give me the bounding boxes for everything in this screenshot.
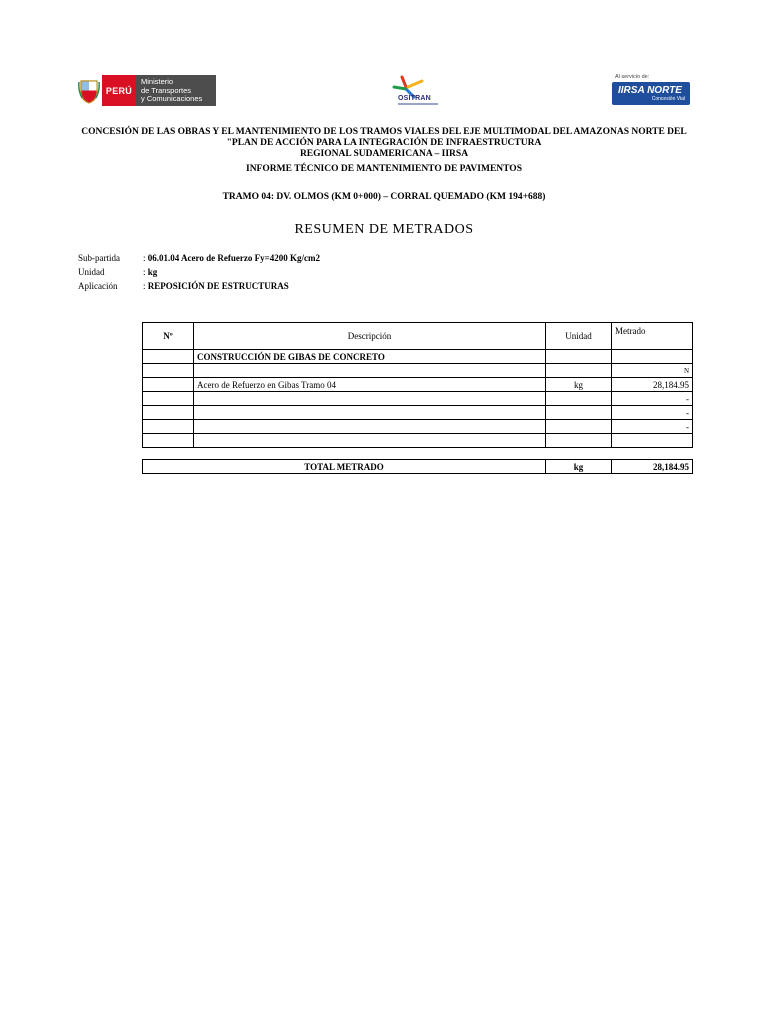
ositran-tagline-line: [398, 103, 438, 105]
irsa-name: IIRSA NORTE: [618, 85, 682, 96]
total-unit: kg: [546, 460, 612, 474]
iirsa-norte-logo: [612, 74, 690, 105]
peru-ministerio-logo: [76, 75, 216, 106]
header-n: Nº: [143, 323, 194, 350]
empty-value: -: [612, 420, 693, 434]
subpartida-label: Sub-partida: [78, 253, 120, 263]
ositran-logo: [386, 75, 448, 109]
irsa-badge: [612, 82, 690, 105]
subpartida-value: 06.01.04 Acero de Refuerzo Fy=4200 Kg/cm2: [147, 253, 320, 263]
metrados-table: [142, 322, 693, 448]
resumen-title: RESUMEN DE METRADOS: [294, 222, 474, 237]
concession-title: CONCESIÓN DE LAS OBRAS Y EL MANTENIMIENTO DE LOS TRAMOS VIALES DEL EJE MULTIMODAL DEL AMAZONAS NORTE DEL "PLAN DE ACCIÓN PARA LA INTEGRACIÓN DE INFRAESTRUCTURA REGIONAL SUDAMERICANA – IIRSA: [81, 127, 687, 159]
table-row: [143, 350, 693, 364]
table-row: [143, 406, 693, 420]
tramo-title: TRAMO 04: DV. OLMOS (KM 0+000) – CORRAL QUEMADO (KM 194+688): [222, 192, 546, 202]
header-metrado: Metrado: [612, 323, 693, 350]
total-table: [142, 459, 693, 474]
item-description: Acero de Refuerzo en Gibas Tramo 04: [194, 378, 546, 392]
table-header-row: [143, 323, 693, 350]
unidad-label: Unidad: [78, 267, 105, 277]
total-label: TOTAL METRADO: [143, 460, 546, 474]
table-row: [143, 378, 693, 392]
metrado-marker: N: [612, 364, 693, 378]
informe-title: INFORME TÉCNICO DE MANTENIMIENTO DE PAVIMENTOS: [246, 164, 522, 174]
item-unit: kg: [546, 378, 612, 392]
peru-coat-of-arms-icon: [76, 75, 102, 106]
ositran-name: OSITRAN: [398, 95, 431, 102]
empty-value: -: [612, 406, 693, 420]
ministerio-name: Ministerio de Transportes y Comunicaciones: [136, 75, 216, 106]
total-value: 28,184.95: [612, 460, 693, 474]
section-title: CONSTRUCCIÓN DE GIBAS DE CONCRETO: [194, 350, 546, 364]
total-row: [143, 460, 693, 474]
header-descripcion: Descripción: [194, 323, 546, 350]
irsa-service-text: Al servicio de:: [615, 74, 650, 80]
item-value: 28,184.95: [612, 378, 693, 392]
table-row: [143, 364, 693, 378]
irsa-subtitle: Concesión Vial: [651, 96, 685, 102]
header-unidad: Unidad: [546, 323, 612, 350]
table-row: [143, 392, 693, 406]
aplicacion-value: REPOSICIÓN DE ESTRUCTURAS: [147, 281, 289, 291]
empty-value: -: [612, 392, 693, 406]
peru-label: PERÚ: [102, 75, 136, 106]
unidad-value: kg: [147, 267, 158, 277]
table-row: [143, 434, 693, 448]
aplicacion-label: Aplicación: [78, 281, 118, 291]
table-row: [143, 420, 693, 434]
